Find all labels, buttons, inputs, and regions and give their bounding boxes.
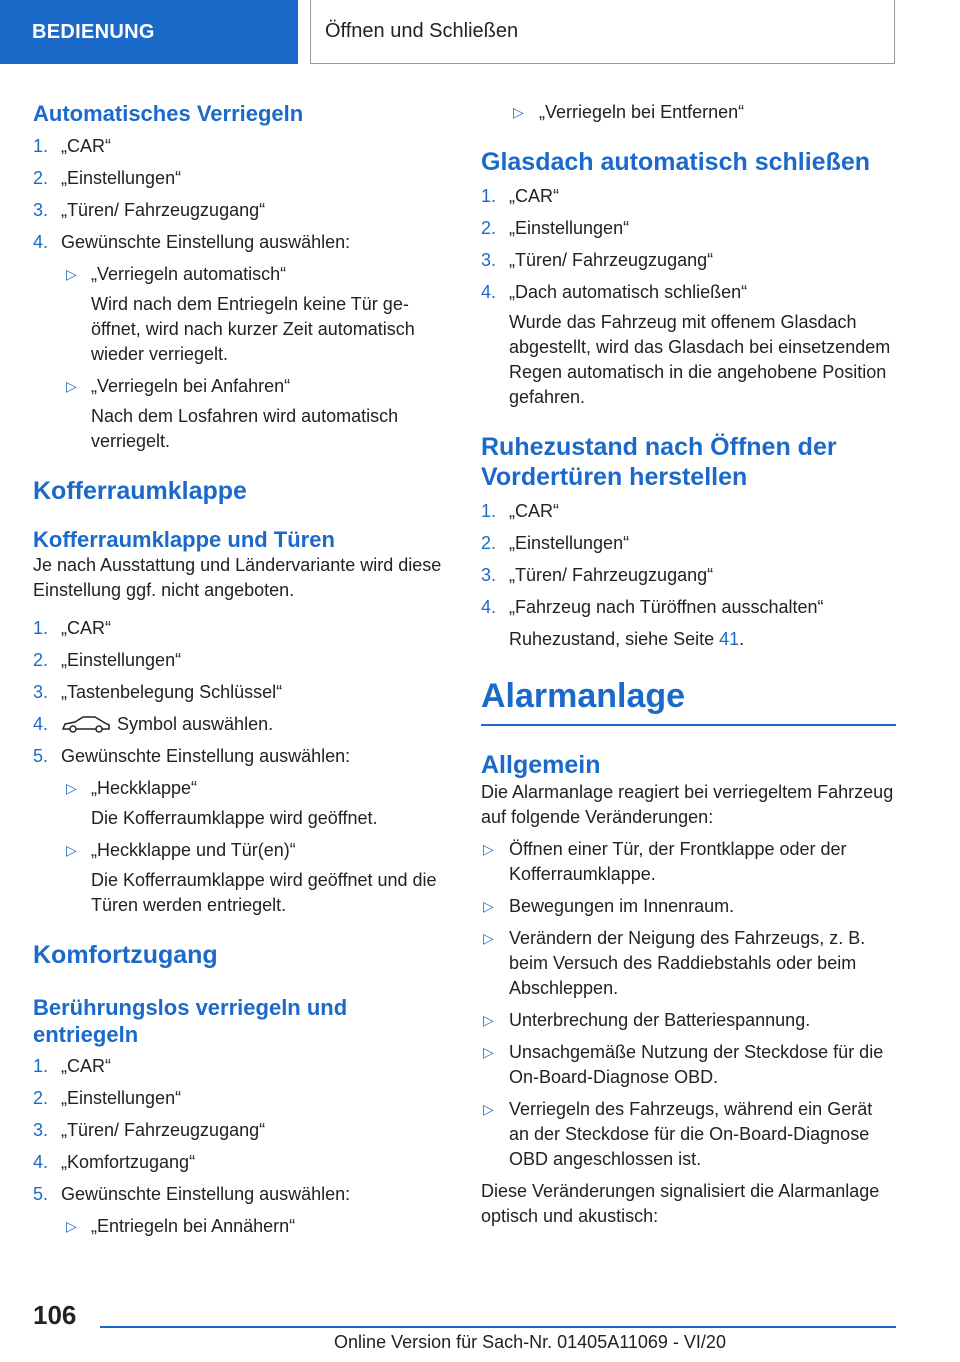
triangle-bullet-icon: ▷ <box>66 266 77 282</box>
list-item: ▷ Unterbrechung der Batteriespannung. <box>481 1008 896 1033</box>
list-item: 2. „Einstellungen“ <box>33 168 182 188</box>
option-item: ▷ „Verriegeln automatisch“ Wird nach dem Entriegeln keine Tür geöffnet, wird nach kurzer Zeit automatisch wieder verriegelt. <box>66 264 415 364</box>
list-item: 1. „CAR“ <box>481 501 559 521</box>
list-item: ▷ Unsachgemäße Nutzung der Steckdose für die On-Board-Diagnose OBD. <box>483 1042 884 1087</box>
list-item: 3. „Türen/ Fahrzeugzugang“ <box>481 565 714 585</box>
list-item: 2. „Einstellungen“ <box>481 533 630 553</box>
comfort-steps <box>33 1054 443 1239</box>
triangle-bullet-icon: ▷ <box>66 378 77 394</box>
triangle-bullet-icon: ▷ <box>66 1218 77 1234</box>
list-item: 4. „Fahrzeug nach Türöffnen ausschalten“ Ruhezustand, siehe Seite 41. <box>481 595 896 652</box>
roof-description: Wurde das Fahrzeug mit offenem Glasdach abgestellt, wird das Glasdach bei einsetzendem Regen automatisch in die angehobene Position gefahren. <box>509 312 891 407</box>
list-item: 2. „Einstellungen“ <box>481 218 630 238</box>
page-link[interactable]: 41 <box>719 629 740 649</box>
chapter-title: Öffnen und Schließen <box>310 0 895 64</box>
list-item: ▷ Verriegeln des Fahrzeugs, während ein Gerät an der Steckdose für die On-Board-Diagnose OBD angeschlossen ist. <box>483 1099 873 1169</box>
alarm-triggers <box>481 837 896 1172</box>
heading-trunk-doors: Kofferraumklappe und Türen <box>33 527 335 552</box>
option-item: ▷ „Heckklappe und Tür(en)“ Die Kofferraumklappe wird geöffnet und die Türen werden entriegelt. <box>66 840 437 915</box>
heading-general: Allgemein <box>481 751 601 779</box>
trunk-intro: Je nach Ausstattung und Ländervariante wird diese Einstellung ggf. nicht angeboten. <box>33 555 442 600</box>
list-item: 1. „CAR“ <box>33 1056 111 1076</box>
page-number: 106 <box>33 1300 77 1330</box>
trunk-steps <box>33 616 443 918</box>
right-column <box>481 100 896 1229</box>
list-item: 5. Gewünschte Einstellung auswählen: ▷ „Entriegeln bei Annähern“ <box>33 1182 443 1239</box>
heading-alarm-system: Alarmanlage <box>481 676 896 726</box>
heading-glass-roof: Glasdach automatisch schließen <box>481 148 871 176</box>
list-item: 4. Gewünschte Einstellung auswählen: ▷ „Verriegeln automatisch“ Wird nach dem Entriegeln keine Tür geöffnet, wird nach kurzer Zeit automatisch wieder verriegelt. ▷ „Verriegeln bei Anfahren“ Nach dem Losfahren wird automatisch verriegelt. <box>33 230 443 454</box>
triangle-bullet-icon: ▷ <box>483 1101 494 1117</box>
list-item: 3. „Tastenbelegung Schlüssel“ <box>33 682 283 702</box>
rest-reference: Ruhezustand, siehe Seite 41. <box>509 629 745 649</box>
list-item: 2. „Einstellungen“ <box>33 1088 182 1108</box>
list-item: 4. Symbol auswählen. <box>33 714 274 734</box>
comfort-options-continued <box>481 100 896 125</box>
triangle-bullet-icon: ▷ <box>483 1012 494 1028</box>
footer-divider <box>100 1326 896 1328</box>
triangle-bullet-icon: ▷ <box>66 780 77 796</box>
list-item: 4. „Komfortzugang“ <box>33 1152 196 1172</box>
triangle-bullet-icon: ▷ <box>483 930 494 946</box>
triangle-bullet-icon: ▷ <box>66 842 77 858</box>
alarm-intro: Die Alarmanlage reagiert bei verriegeltem Fahrzeug auf folgende Veränderungen: <box>481 782 894 827</box>
list-item: ▷ Verändern der Neigung des Fahrzeugs, z. B. beim Versuch des Raddiebstahls oder beim Abschleppen. <box>483 928 866 998</box>
car-trunk-icon <box>61 715 111 735</box>
heading-touchless: Berührungslos verriegeln und entriegeln <box>33 995 348 1047</box>
left-column <box>33 100 443 1246</box>
rest-steps <box>481 499 896 652</box>
roof-steps <box>481 184 896 410</box>
triangle-bullet-icon: ▷ <box>483 841 494 857</box>
list-item: 1. „CAR“ <box>33 136 111 156</box>
option-item: ▷ „Heckklappe“ Die Kofferraumklappe wird geöffnet. <box>66 778 378 828</box>
triangle-bullet-icon: ▷ <box>483 898 494 914</box>
list-item: 4. „Dach automatisch schließen“ Wurde das Fahrzeug mit offenem Glasdach abgestellt, wird das Glasdach bei einsetzendem Regen automatisch in die angehobene Position gefahren. <box>481 280 896 410</box>
list-item: 3. „Türen/ Fahrzeugzugang“ <box>33 1120 266 1140</box>
list-item: 1. „CAR“ <box>33 618 111 638</box>
triangle-bullet-icon: ▷ <box>513 104 524 120</box>
option-item: ▷ „Entriegeln bei Annähern“ <box>61 1214 443 1239</box>
list-item: ▷ Bewegungen im Innenraum. <box>481 894 896 919</box>
list-item: 5. Gewünschte Einstellung auswählen: ▷ „Heckklappe“ Die Kofferraumklappe wird geöffnet. ▷ „Heckklappe und Tür(en)“ Die Kofferraumklappe wird geöffnet und die Türen werden entriegelt. <box>33 744 443 918</box>
list-item: 1. „CAR“ <box>481 186 559 206</box>
triangle-bullet-icon: ▷ <box>483 1044 494 1060</box>
list-item: ▷ Öffnen einer Tür, der Frontklappe oder der Kofferraumklappe. <box>483 839 847 884</box>
heading-rest-state: Ruhezustand nach Öffnen der Vordertüren herstellen <box>481 433 837 491</box>
heading-auto-lock: Automatisches Verriegeln <box>33 101 304 126</box>
list-item: 3. „Türen/ Fahrzeugzugang“ <box>481 250 714 270</box>
footer-version: Online Version für Sach-Nr. 01405A11069 - VI/20 <box>334 1332 726 1352</box>
heading-comfort-access: Komfortzugang <box>33 941 218 969</box>
list-item: 3. „Türen/ Fahrzeugzugang“ <box>33 200 266 220</box>
auto-lock-steps <box>33 134 443 454</box>
option-item: ▷ „Verriegeln bei Anfahren“ Nach dem Losfahren wird automatisch verriegelt. <box>66 376 399 451</box>
section-tab: BEDIENUNG <box>0 0 298 64</box>
alarm-outro: Diese Veränderungen signalisiert die Alarmanlage optisch und akustisch: <box>481 1181 880 1226</box>
list-item: 2. „Einstellungen“ <box>33 650 182 670</box>
heading-trunk: Kofferraumklappe <box>33 477 247 505</box>
option-item: ▷ „Verriegeln bei Entfernen“ <box>511 100 896 125</box>
